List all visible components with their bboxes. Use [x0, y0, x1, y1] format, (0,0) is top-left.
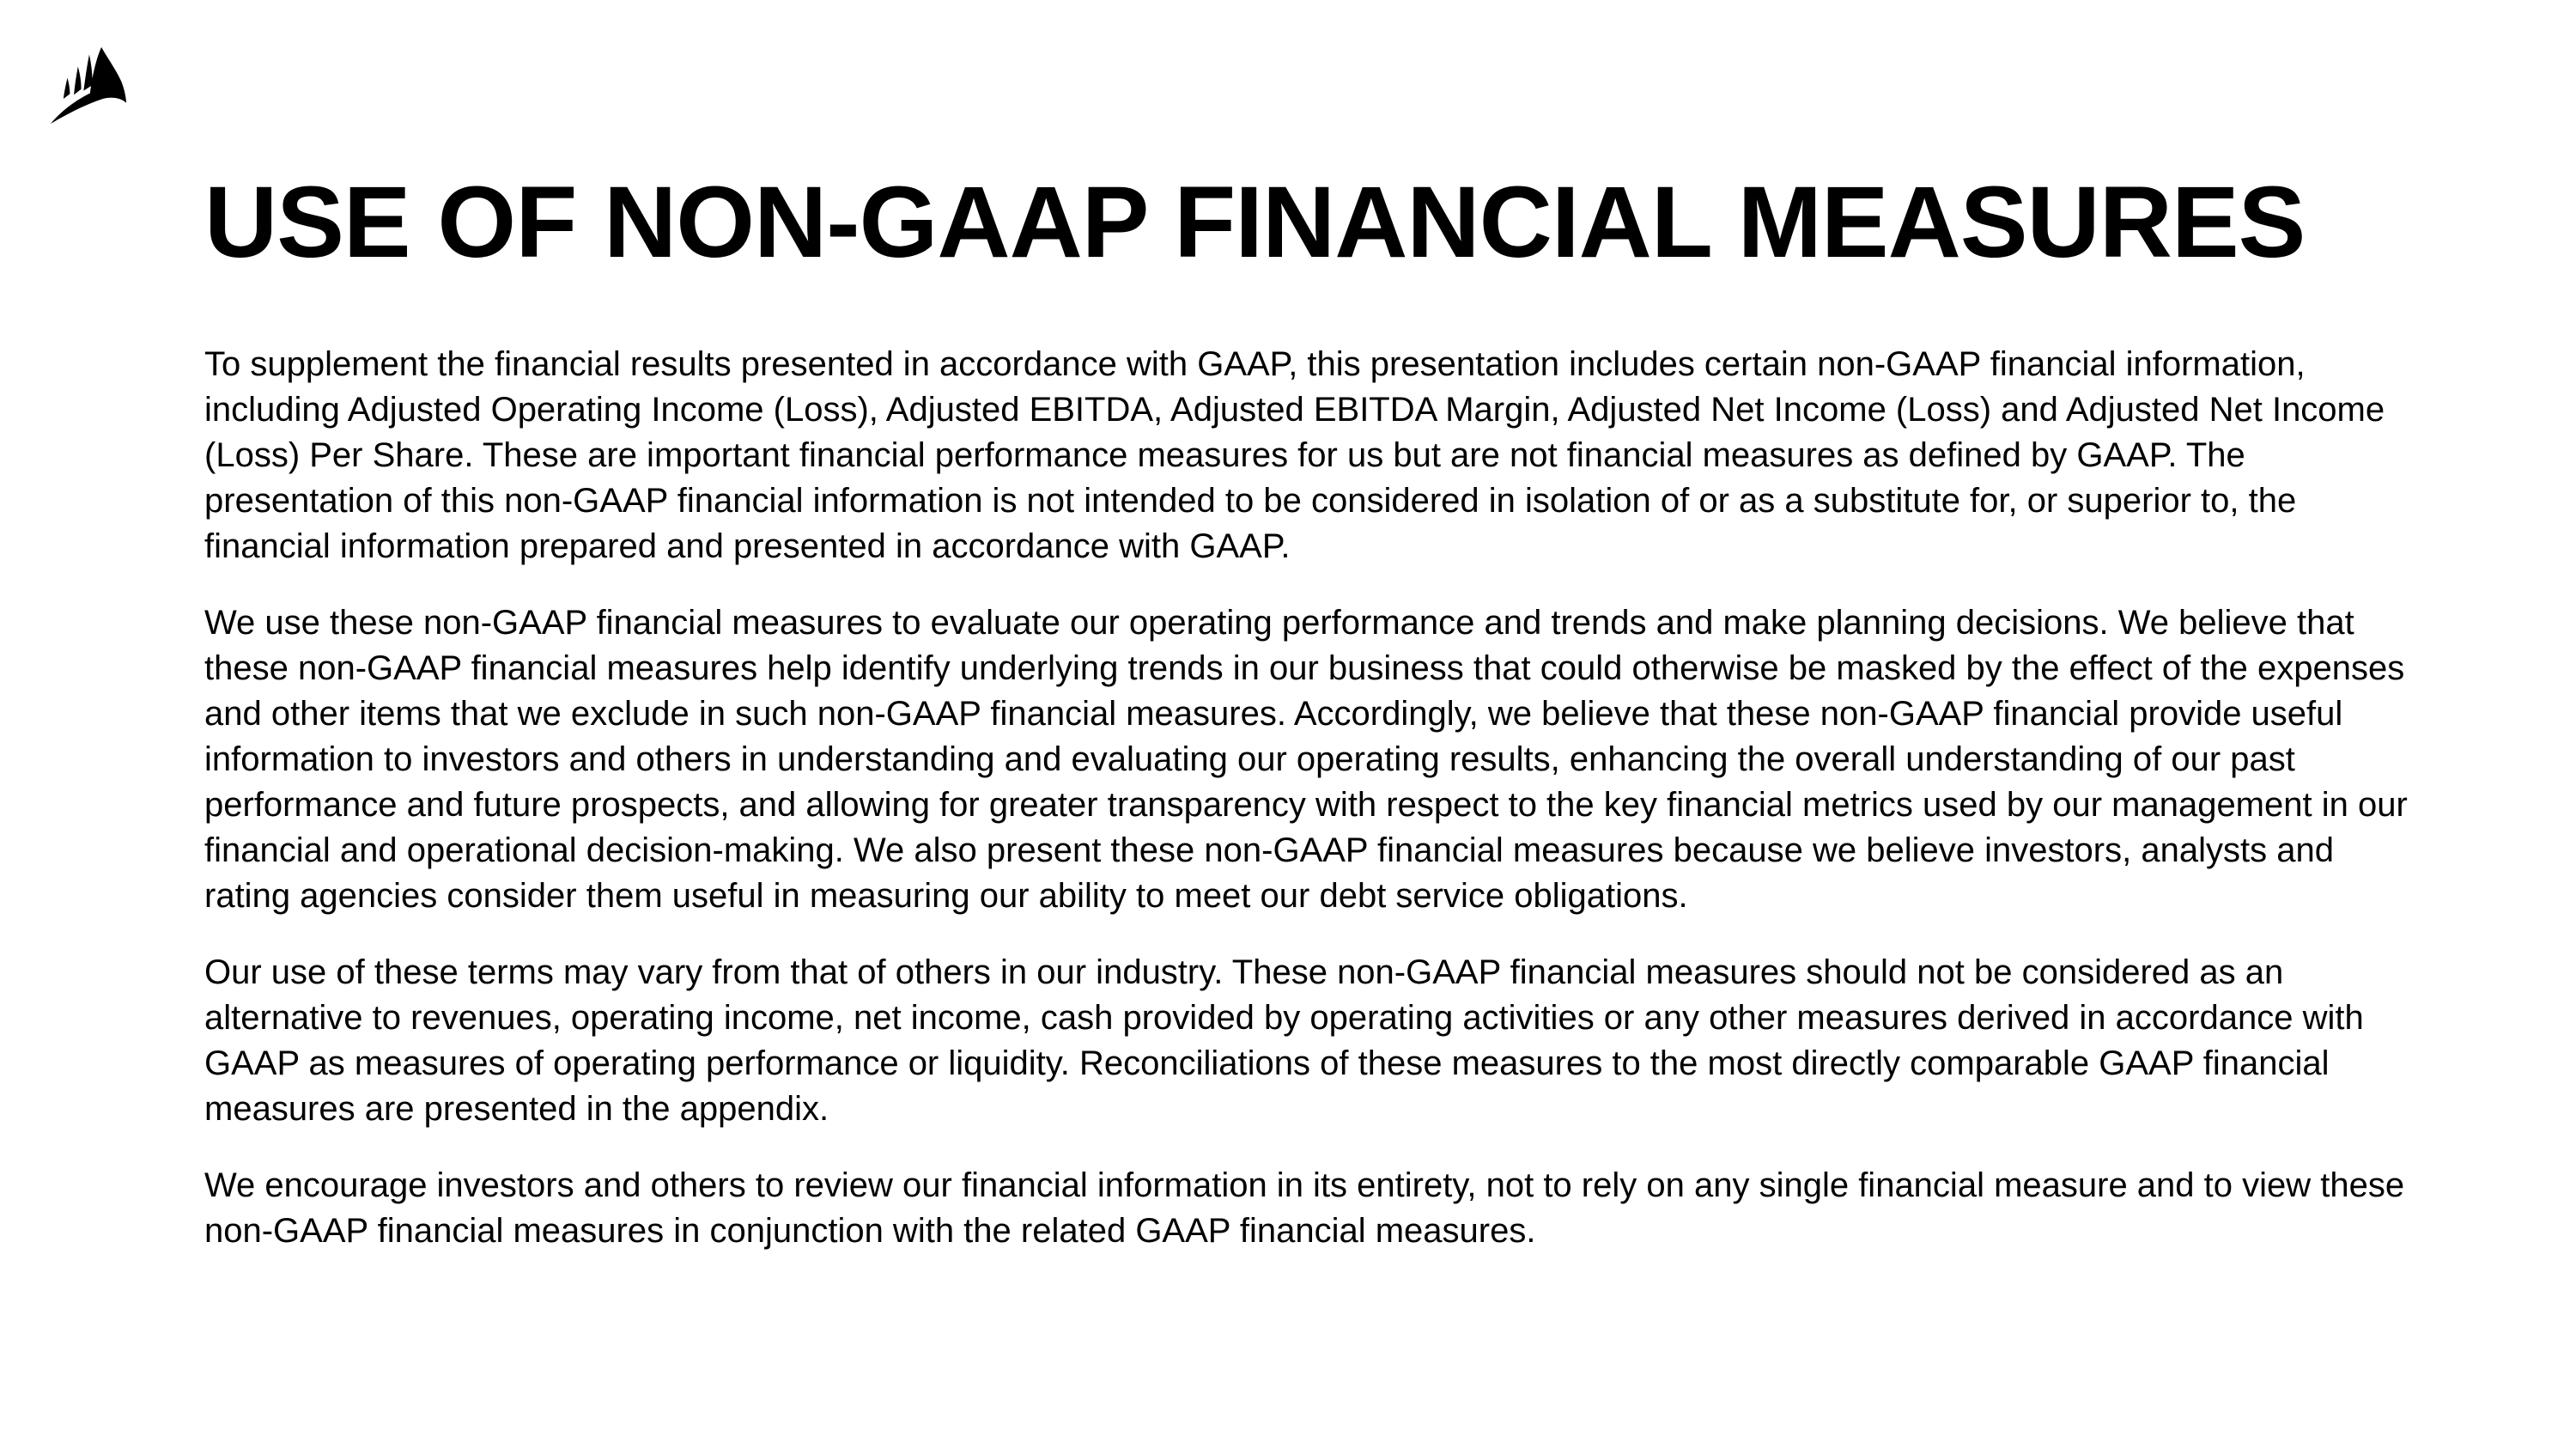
slide-title: USE OF NON-GAAP FINANCIAL MEASURES [204, 166, 2306, 279]
paragraph-supplement-gaap: To supplement the financial results presented in accordance with GAAP, this presentation includes certain non-GAAP financial information, including Adjusted Operating Income (Loss), Adjusted EBITDA, Adjusted EBITDA Margin, Adjusted Net Income (Loss) and Adjusted Net Income (Loss) Per Share. These are important financial performance measures for us but are not financial measures as defined by GAAP. The presentation of this non-GAAP financial information is not intended to be considered in isolation of or as a substitute for, or superior to, the financial information prepared and presented in accordance with GAAP. [204, 345, 2385, 566]
corsair-sails-icon [47, 46, 130, 126]
corsair-logo [47, 46, 130, 126]
paragraph-terms-vary: Our use of these terms may vary from that of others in our industry. These non-GAAP financial measures should not be considered as an alternative to revenues, operating income, net income, cash provided by operating activities or any other measures derived in accordance with GAAP as measures of operating performance or liquidity. Reconciliations of these measures to the most directly comparable GAAP financial measures are presented in the appendix. [204, 953, 2364, 1129]
slide-content [204, 163, 2424, 1285]
paragraph-encourage-investors: We encourage investors and others to review our financial information in its entirety, not to rely on any single financial measure and to view these non-GAAP financial measures in conjunction with the related GAAP financial measures. [204, 1166, 2405, 1251]
paragraph-use-of-measures: We use these non-GAAP financial measures to evaluate our operating performance and trends and make planning decisions. We believe that these non-GAAP financial measures help identify underlying trends in our business that could otherwise be masked by the effect of the expenses and other items that we exclude in such non-GAAP financial measures. Accordingly, we believe that these non-GAAP financial provide useful information to investors and others in understanding and evaluating our operating results, enhancing the overall understanding of our past performance and future prospects, and allowing for greater transparency with respect to the key financial metrics used by our management in our financial and operational decision-making. We also present these non-GAAP financial measures because we believe investors, analysts and rating agencies consider them useful in measuring our ability to meet our debt service obligations. [204, 604, 2408, 916]
